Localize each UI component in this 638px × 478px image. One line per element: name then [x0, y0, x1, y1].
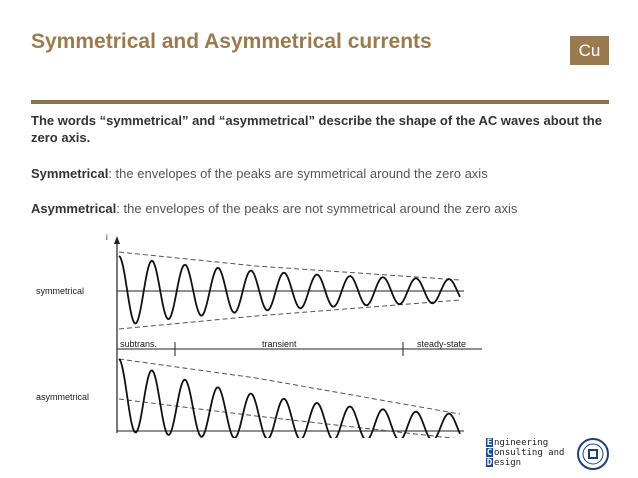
subtransient-label: subtrans.: [120, 339, 158, 349]
title-divider: [31, 100, 609, 104]
symmetrical-row-label: symmetrical: [36, 286, 85, 296]
logo-line-1: ngineering: [494, 438, 549, 448]
asymmetrical-waveform: [119, 359, 460, 438]
transient-label: transient: [262, 339, 297, 349]
symmetrical-term: Symmetrical: [31, 166, 109, 181]
asymmetrical-row-label: asymmetrical: [36, 392, 90, 402]
logo-line-3: esign: [494, 458, 522, 468]
symmetrical-definition: [31, 166, 621, 181]
company-logo: [486, 438, 576, 470]
asymmetrical-term: Asymmetrical: [31, 201, 117, 216]
symmetrical-upper-envelope: [119, 252, 460, 280]
logo-cap-c: C: [486, 448, 493, 458]
slide-title: Symmetrical and Asymmetrical currents: [31, 30, 432, 53]
waveform-diagram: [30, 228, 490, 438]
university-seal-icon: [577, 436, 609, 472]
asymmetrical-description: : the envelopes of the peaks are not symmetrical around the zero axis: [116, 201, 518, 216]
logo-cap-d: D: [486, 458, 493, 468]
intro-text: The words “symmetrical” and “asymmetrical” describe the shape of the AC waves about the zero axis.: [31, 113, 602, 145]
logo-cap-e: E: [486, 438, 493, 448]
asymmetrical-definition: [31, 201, 621, 216]
logo-line-2: onsulting and: [494, 448, 565, 458]
symmetrical-lower-envelope: [119, 300, 460, 329]
y-axis-label: i: [106, 233, 108, 242]
y-axis-arrow-icon: [114, 236, 120, 244]
cu-badge: Cu: [570, 36, 609, 65]
steady-state-label: steady-state: [417, 339, 467, 349]
symmetrical-description: : the envelopes of the peaks are symmetrical around the zero axis: [108, 166, 488, 181]
